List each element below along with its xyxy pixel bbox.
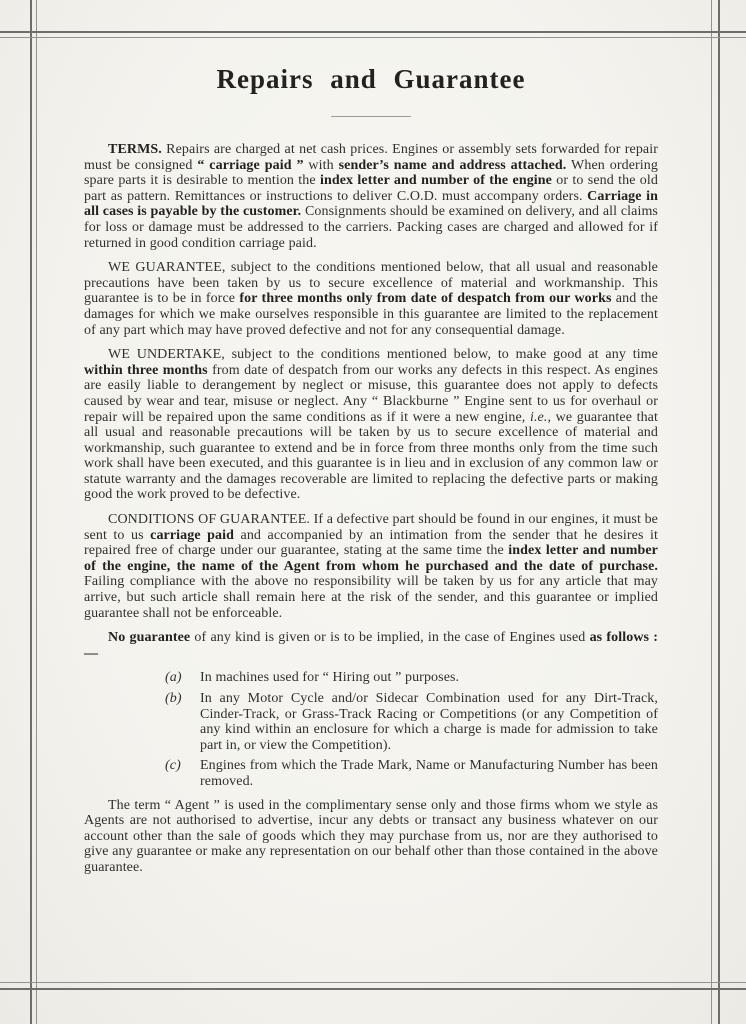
list-marker-b: (b) [165,691,182,706]
frame-line-right-outer [718,0,720,1024]
text-segment: index letter and number of the engine, the name of the Agent from whom he purchased and the date of purchase. [84,543,658,574]
text-segment: Engines from which the Trade Mark, Name or Manufacturing Number has been removed. [200,758,658,789]
paragraph-agent-term [84,798,658,876]
text-segment: TERMS. [108,142,162,157]
text-segment: Consignments should be examined on delivery, and all claims for loss or damage must be addressed to the carriers. Packing cases are charged and allowed for if returned in good condition carriage paid. [84,204,658,251]
frame-line-top-outer [0,31,746,33]
exclusion-item-b [84,691,658,753]
page-title: Repairs and Guarantee [216,64,526,94]
text-segment: with [303,157,339,173]
exclusion-item-c [84,758,658,789]
list-marker-a: (a) [165,670,182,686]
title-divider-rule [331,116,411,117]
frame-line-left-inner [36,0,37,1024]
text-segment: CONDITIONS OF GUARANTEE. If a defective part should be found in our engines, it must be sent to us [84,512,658,543]
paragraph-we-undertake [84,347,658,503]
text-segment: index letter and number of the engine [319,173,552,189]
text-segment: The term “ Agent ” is used in the complimentary sense only and those firms whom we style as Agents are not authorised to advertise, incur any debts or transact any business whatever on our account other than the sale of goods which they may purchase from us, nor are they authorised to give any guarantee or make any representation on our behalf other than those contained in the above guarantee. [84,797,658,875]
text-segment: Failing compliance with the above no responsibility will be taken by us for any article that may arrive, but such article shall remain here at the risk of the sender, and this guarantee or implied guarantee shall not be enforceable. [84,574,658,621]
exclusion-item-a [84,670,658,686]
paragraph-conditions-of-guarantee [84,512,658,621]
paragraph-terms [84,142,658,251]
list-item-text [200,691,658,753]
page-content [84,58,658,876]
text-segment: carriage paid [150,527,235,543]
text-segment: or to send the old part as pattern. Remittances or instructions to deliver C.O.D. must accompany orders. [84,173,658,204]
text-segment: and accompanied by an intimation from the sender that he desires it repaired free of charge under our guarantee, stating at the same time the [84,527,658,559]
text-segment: “ carriage paid ” [197,157,304,173]
text-segment: as follows :— [84,630,659,661]
text-segment: In any Motor Cycle and/or Sidecar Combination used for any Dirt-Track, Cinder-Track, or Grass-Track Racing or Competitions (or any Competition of any kind within an enclosure for which a charge is made for admission to take part in, or view the Competition). [200,691,658,753]
frame-line-top-inner [0,37,746,38]
frame-line-right-inner [711,0,712,1024]
text-segment: of any kind is given or is to be implied, in the case of Engines used [190,630,590,646]
exclusions-list [84,670,658,789]
text-segment: No guarantee [108,630,191,646]
list-item-text [200,758,658,789]
text-segment: WE GUARANTEE, subject to the conditions mentioned below, that all usual and reasonable precautions have been taken by us to secure excellence of material and workmanship. This guarantee is to be in force [84,260,658,307]
paragraph-no-guarantee [84,630,658,661]
text-segment: In machines used for “ Hiring out ” purposes. [200,670,460,686]
list-marker-c: (c) [165,758,181,774]
paragraph-we-guarantee [84,260,658,338]
text-segment: i.e., [529,409,552,425]
text-segment: we guarantee that all usual and reasonable precautions will be taken by us to secure excellence of material and workmanship, such guarantee to extend and be in force from three months only from the time such work shall have been executed, and this guarantee is in lieu and in exclusion of any common law or statute warranty and the damages recoverable are limited to replacing the defective parts or making good the work proved to be defective. [84,409,658,503]
text-segment: for three months only from date of despatch from our works [239,291,612,307]
text-segment: WE UNDERTAKE, subject to the conditions mentioned below, to make good at any time [108,347,658,363]
text-segment: Repairs are charged at net cash prices. Engines or assembly sets forwarded for repair must be consigned [84,142,658,173]
text-segment: sender’s name and address attached. [338,157,567,173]
text-segment: When ordering spare parts it is desirable to mention the [84,157,658,189]
frame-line-bottom-inner [0,982,746,983]
text-segment: within three months [84,362,208,378]
list-item-text [200,670,459,685]
frame-line-bottom-outer [0,988,746,990]
frame-line-left-outer [30,0,32,1024]
text-segment: and the damages for which we make ourselves responsible in this guarantee are limited to the replacement of any part which may have proved defective and not for any consequential damage. [84,291,658,338]
text-segment: from date of despatch from our works any defects in this respect. As engines are easily liable to derangement by neglect or misuse, this guarantee does not apply to defects caused by wear and tear, misuse or neglect. Any “ Blackburne ” Engine sent to us for overhaul or repair will be repaired upon the same conditions as if it were a new engine, [84,362,658,425]
text-segment: Carriage in all cases is payable by the customer. [84,188,658,220]
